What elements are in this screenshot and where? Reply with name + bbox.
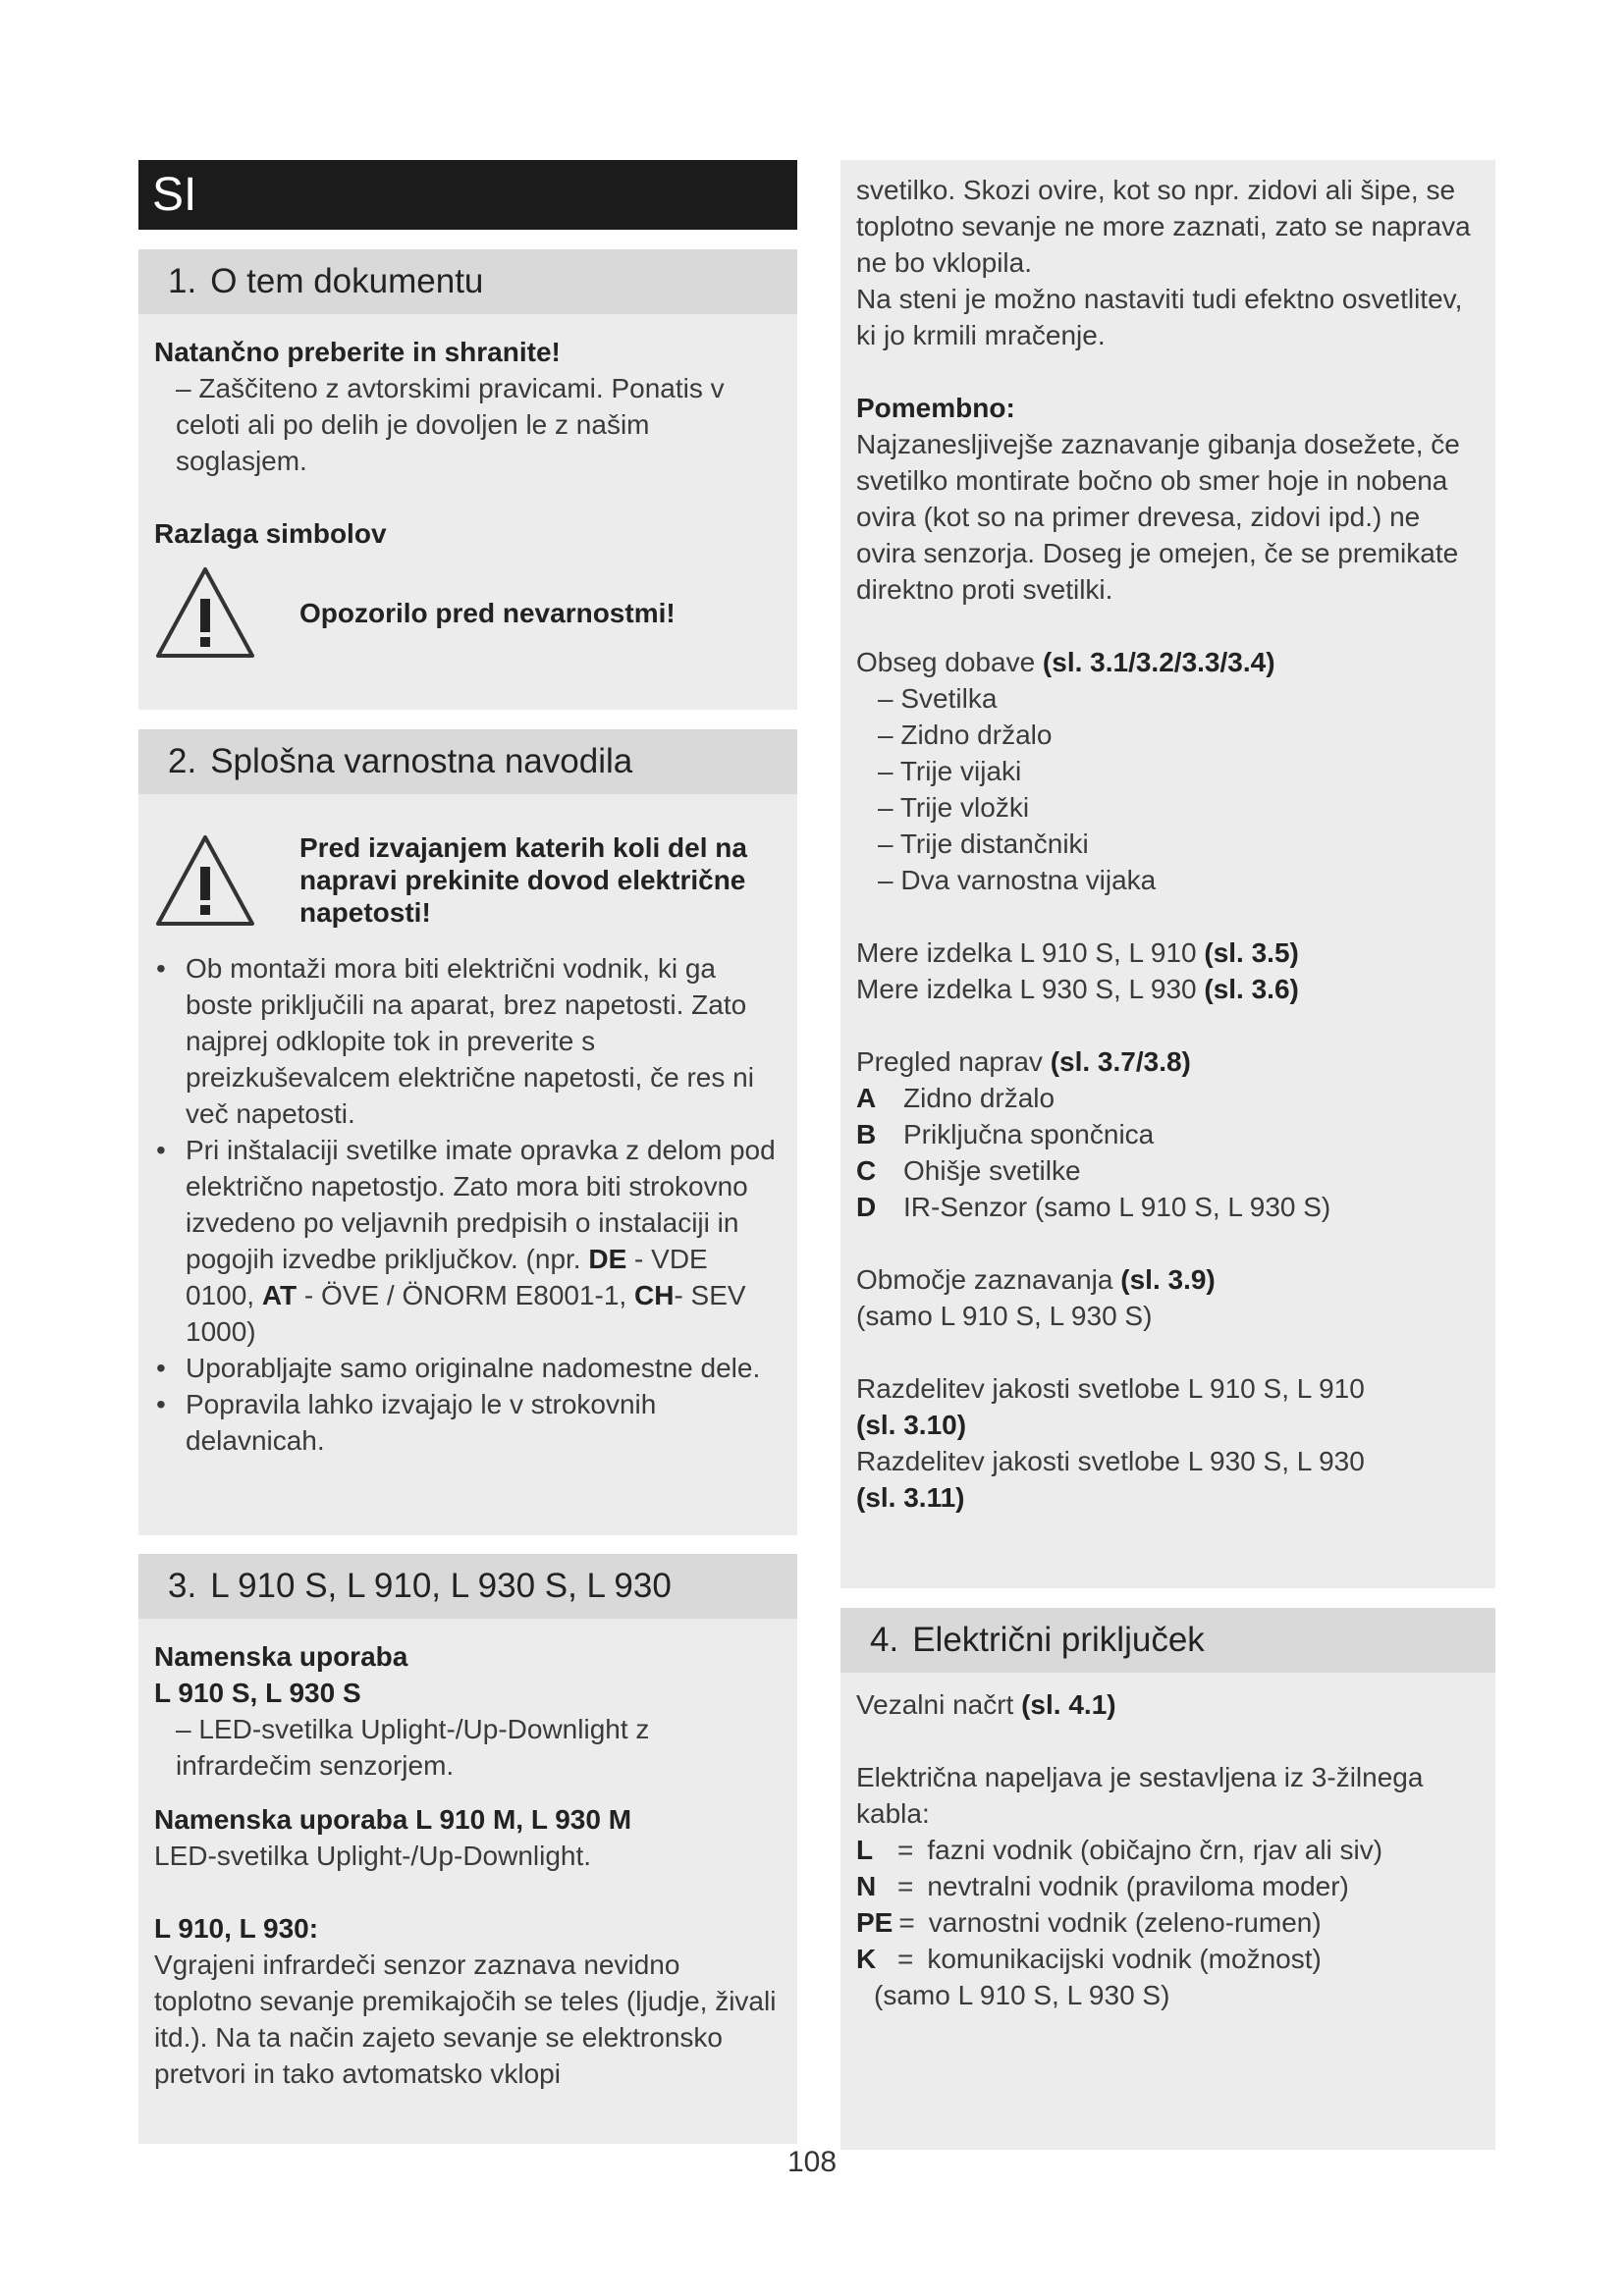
overview-ref: (sl. 3.7/3.8) [1050, 1046, 1191, 1077]
section-2 [138, 729, 797, 1535]
overview-heading [856, 1043, 1480, 1080]
item-key: C [856, 1155, 877, 1186]
copyright-text: – Zaščiteno z avtorskimi pravicami. Ponatis v celoti ali po delih je dovoljen le z našim soglasjem. [176, 373, 725, 476]
section-1 [138, 249, 797, 710]
detection-ref: (sl. 3.9) [1120, 1264, 1216, 1295]
wire-note: (samo L 910 S, L 930 S) [874, 1980, 1170, 2010]
item-key: B [856, 1119, 877, 1149]
intended-use-m-heading: Namenska uporaba L 910 M, L 930 M [154, 1804, 632, 1835]
section-1-heading [138, 249, 797, 314]
supply-list [856, 680, 1480, 898]
wire-key: L [856, 1835, 874, 1865]
section-number: 4. [870, 1621, 899, 1659]
l910-heading: L 910, L 930: [154, 1913, 319, 1944]
overview-item [856, 1189, 1480, 1225]
section-4 [840, 1608, 1495, 2150]
list-item: – Trije vložki [878, 792, 1030, 823]
overview-item [856, 1080, 1480, 1116]
country-code-de: DE [588, 1244, 627, 1274]
intended-use-heading: Namenska uporaba [154, 1641, 408, 1672]
right-column [840, 160, 1495, 2150]
distribution-930-ref: (sl. 3.11) [856, 1482, 965, 1513]
read-heading: Natančno preberite in shranite! [154, 337, 561, 367]
standard-ch: - SEV 1000) [186, 1280, 746, 1347]
wire-text: varnostni vodnik (zeleno-rumen) [928, 1907, 1322, 1938]
wire-item: K = komunikacijski vodnik (možnost) [856, 1941, 1480, 1977]
bullet-text: Pri inštalaciji svetilke imate opravka z delom pod električno napetostjo. Zato mora biti strokovno izvedeno po veljavnih predpisih o instalaciji in pogojih izvedbe priključkov. (npr. [186, 1135, 776, 1274]
section-title: Splošna varnostna navodila [210, 742, 633, 780]
intended-use-text: – LED-svetilka Uplight-/Up-Downlight z infrardečim senzorjem. [176, 1714, 650, 1781]
detection-label: Območje zaznavanja [856, 1264, 1121, 1295]
important-text: Najzanesljivejše zaznavanje gibanja dosežete, če svetilko montirate bočno ob smer hoje in nobena ovira (kot so na primer drevesa, zidovi ipd.) ne ovira senzorja. Doseg je omejen, če se premikate direktno proti svetilki. [856, 429, 1460, 605]
intended-use-models: L 910 S, L 930 S [154, 1678, 361, 1708]
distribution-910-ref: (sl. 3.10) [856, 1410, 967, 1440]
left-column [138, 160, 797, 2144]
list-item: – Zidno držalo [878, 720, 1053, 750]
wire-item: PE = varnostni vodnik (zeleno-rumen) [856, 1904, 1480, 1941]
warning-triangle-icon [154, 565, 256, 660]
item-text: Zidno držalo [903, 1083, 1056, 1113]
warning-label: Opozorilo pred nevarnostmi! [299, 597, 676, 628]
l910-text: Vgrajeni infrardeči senzor zaznava nevidno toplotno sevanje premikajočih se teles (ljudje, živali itd.). Na ta način zajeto sevanje se elektronsko pretvori in tako avtomatsko vklopi [154, 1949, 777, 2089]
distribution-930: Razdelitev jakosti svetlobe L 930 S, L 930 [856, 1446, 1365, 1476]
item-key: D [856, 1192, 877, 1222]
overview-item [856, 1116, 1480, 1152]
distribution-910: Razdelitev jakosti svetlobe L 910 S, L 910 [856, 1373, 1365, 1404]
supply-heading [856, 644, 1480, 680]
wire-text: nevtralni vodnik (praviloma moder) [927, 1871, 1349, 1901]
detection-heading [856, 1261, 1480, 1298]
dimensions-label: Mere izdelka L 910 S, L 910 [856, 937, 1205, 968]
dimensions-ref: (sl. 3.6) [1204, 974, 1299, 1004]
sensor-text: svetilko. Skozi ovire, kot so npr. zidovi ali šipe, se toplotno sevanje ne more zaznati, zato se naprava ne bo vklopila. [856, 175, 1471, 278]
wire-item: N = nevtralni vodnik (praviloma moder) [856, 1868, 1480, 1904]
wire-text: fazni vodnik (običajno črn, rjav ali siv) [927, 1835, 1383, 1865]
country-code-ch: CH [634, 1280, 675, 1310]
supply-label: Obseg dobave [856, 647, 1043, 677]
language-tab: SI [138, 160, 797, 230]
country-code-at: AT [261, 1280, 298, 1310]
list-item: – Trije vijaki [878, 756, 1022, 786]
section-2-heading [138, 729, 797, 794]
safety-list [154, 950, 782, 1459]
overview-label: Pregled naprav [856, 1046, 1051, 1077]
list-item: • Ob montaži mora biti električni vodnik, ki ga boste priključili na aparat, brez napetosti. Zato najprej odklopite tok in preverite s preizkuševalcem električne napetosti, če res ni več napetosti. [154, 950, 782, 1132]
wire-text: komunikacijski vodnik (možnost) [927, 1944, 1322, 1974]
wire-key: N [856, 1871, 877, 1901]
warning-label: Pred izvajanjem katerih koli del na napravi prekinite dovod električne napetosti! [299, 832, 747, 928]
item-text: Priključna spončnica [903, 1119, 1155, 1149]
wire-item: L = fazni vodnik (običajno črn, rjav ali siv) [856, 1832, 1480, 1868]
list-item [154, 1132, 782, 1350]
item-text: IR-Senzor (samo L 910 S, L 930 S) [903, 1192, 1331, 1222]
wire-key: PE [856, 1907, 893, 1938]
dimensions-label: Mere izdelka L 930 S, L 930 [856, 974, 1205, 1004]
section-number: 1. [168, 262, 197, 300]
intended-use-m-text: LED-svetilka Uplight-/Up-Downlight. [154, 1841, 592, 1871]
warning-row [154, 565, 782, 660]
symbols-heading: Razlaga simbolov [154, 518, 387, 549]
section-number: 3. [168, 1567, 197, 1605]
standard-de: - VDE 0100, [186, 1244, 708, 1310]
section-title: L 910 S, L 910, L 930 S, L 930 [210, 1567, 672, 1605]
dimensions-930 [856, 971, 1480, 1007]
page-number: 108 [786, 2146, 838, 2178]
list-item: • Uporabljajte samo originalne nadomestne dele. [154, 1350, 782, 1386]
wiring-ref: (sl. 4.1) [1021, 1689, 1116, 1720]
overview-item [856, 1152, 1480, 1189]
detection-note: (samo L 910 S, L 930 S) [856, 1301, 1153, 1331]
important-heading: Pomembno: [856, 393, 1015, 423]
section-title: O tem dokumentu [210, 262, 484, 300]
section-number: 2. [168, 742, 197, 780]
cable-text: Električna napeljava je sestavljena iz 3-žilnega kabla: [856, 1762, 1424, 1829]
standard-at: - ÖVE / ÖNORM E8001-1, [297, 1280, 627, 1310]
warning-row [154, 831, 782, 929]
list-item: – Trije distančniki [878, 828, 1089, 859]
wiring-heading [856, 1686, 1480, 1723]
section-3 [138, 1554, 797, 2144]
section-3-heading [138, 1554, 797, 1619]
dimensions-ref: (sl. 3.5) [1204, 937, 1299, 968]
item-key: A [856, 1083, 877, 1113]
section-title: Električni priključek [912, 1621, 1205, 1659]
wiring-label: Vezalni načrt [856, 1689, 1022, 1720]
list-item: • Popravila lahko izvajajo le v strokovnih delavnicah. [154, 1386, 782, 1459]
warning-triangle-icon [154, 833, 256, 928]
list-item: – Svetilka [878, 683, 998, 714]
lighting-text: Na steni je možno nastaviti tudi efektno osvetlitev, ki jo krmili mračenje. [856, 284, 1463, 350]
wire-key: K [856, 1944, 877, 1974]
item-text: Ohišje svetilke [903, 1155, 1081, 1186]
list-item: – Dva varnostna vijaka [878, 865, 1157, 895]
section-4-heading [840, 1608, 1495, 1673]
dimensions-910 [856, 934, 1480, 971]
section-3-continued [840, 160, 1495, 1588]
supply-ref: (sl. 3.1/3.2/3.3/3.4) [1042, 647, 1275, 677]
